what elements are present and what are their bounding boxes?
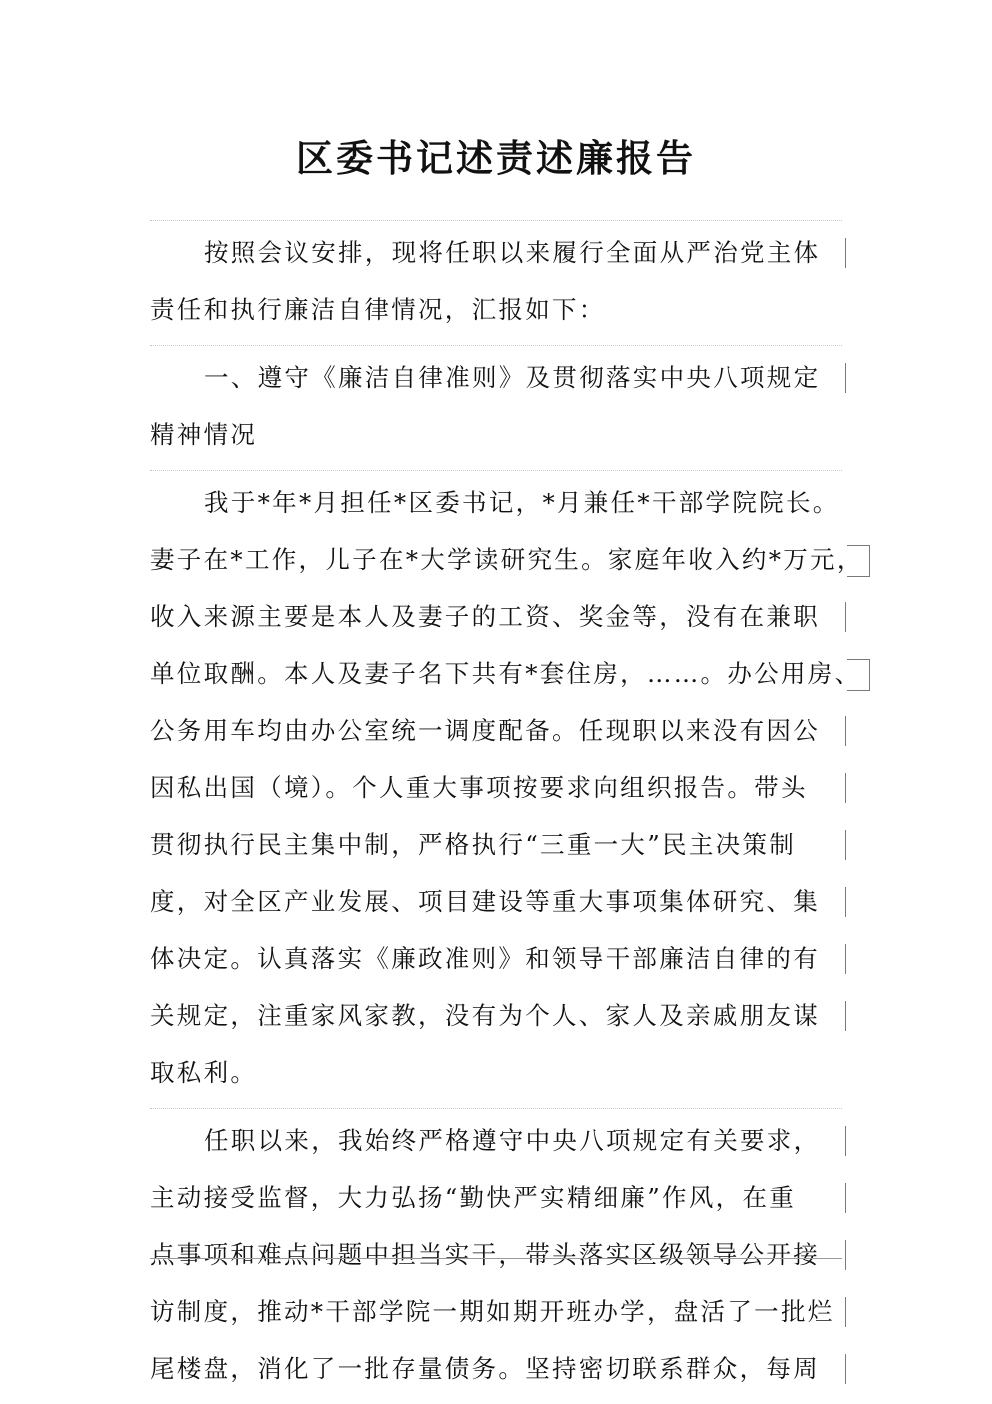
line-end-marker [845,887,846,917]
line-end-marker [845,1240,846,1270]
paragraph-line [150,406,842,463]
line-end-marker [845,1183,846,1213]
paragraph-intro [150,220,842,345]
line-end-marker [845,602,846,632]
line-end-marker [845,944,846,974]
line-text: 取私利。 [150,1058,258,1087]
line-text: 体决定。认真落实《廉政准则》和领导干部廉洁自律的有 [150,944,820,973]
line-text: 因私出国（境）。个人重大事项按要求向组织报告。带头 [150,773,808,802]
line-end-marker [845,1126,846,1156]
line-end-marker [845,830,846,860]
paragraph-line [150,1112,842,1169]
line-text: 一、遵守《廉洁自律准则》及贯彻落实中央八项规定 [204,363,821,392]
line-text: 妻子在*工作，儿子在*大学读研究生。家庭年收入约*万元， [150,545,864,574]
paragraph-line [150,531,864,588]
line-text: 贯彻执行民主集中制，严格执行“三重一大”民主决策制 [150,830,797,859]
line-end-bracket-marker [847,545,870,577]
paragraph-conduct [150,1108,842,1404]
paragraph-line [150,759,842,816]
section-heading [150,345,842,470]
line-text: 访制度，推动*干部学院一期如期开班办学，盘活了一批烂 [150,1297,835,1326]
line-text: 主动接受监督，大力弘扬“勤快严实精细廉”作风，在重 [150,1183,797,1212]
line-end-marker [845,1001,846,1031]
line-end-bracket-marker [847,659,870,691]
paragraph-line [150,1283,842,1340]
line-text: 公务用车均由办公室统一调度配备。任现职以来没有因公 [150,716,820,745]
paragraph-line [150,474,842,531]
line-text: 责任和执行廉洁自律情况，汇报如下： [150,295,606,324]
paragraph-line [150,349,842,406]
line-text: 收入来源主要是本人及妻子的工资、奖金等，没有在兼职 [150,602,820,631]
document-title: 区委书记述责述廉报告 [296,136,696,180]
paragraph-line [150,1169,842,1226]
line-text: 度，对全区产业发展、项目建设等重大事项集体研究、集 [150,887,820,916]
paragraph-line [150,1340,842,1397]
line-text: 单位取酬。本人及妻子名下共有*套住房，……。办公用房、 [150,659,862,688]
line-text: 关规定，注重家风家教，没有为个人、家人及亲戚朋友谋 [150,1001,820,1030]
line-end-marker [845,1354,846,1384]
line-text: 点事项和难点问题中担当实干，带头落实区级领导公开接 [150,1240,820,1269]
paragraph-line [150,930,842,987]
paragraph-personal-info [150,470,864,1108]
paragraph-line [150,281,842,338]
page-bottom-rule [150,1258,842,1259]
document-body [150,220,864,1404]
paragraph-line [150,588,842,645]
paragraph-line [150,873,842,930]
line-text: 任职以来，我始终严格遵守中央八项规定有关要求， [204,1126,821,1155]
paragraph-line [150,1044,842,1101]
paragraph-line [150,645,862,702]
line-text: 尾楼盘，消化了一批存量债务。坚持密切联系群众，每周 [150,1354,820,1383]
line-end-marker [845,363,846,393]
line-text: 按照会议安排，现将任职以来履行全面从严治党主体 [204,238,821,267]
paragraph-line [150,987,842,1044]
paragraph-line [150,816,842,873]
line-text: 我于*年*月担任*区委书记，*月兼任*干部学院院长。 [204,488,840,517]
line-end-marker [845,1297,846,1327]
paragraph-line [150,702,842,759]
paragraph-line [150,224,842,281]
line-text: 精神情况 [150,420,258,449]
line-end-marker [845,238,846,268]
line-end-marker [845,773,846,803]
paragraph-line [150,1226,842,1283]
line-end-marker [845,716,846,746]
